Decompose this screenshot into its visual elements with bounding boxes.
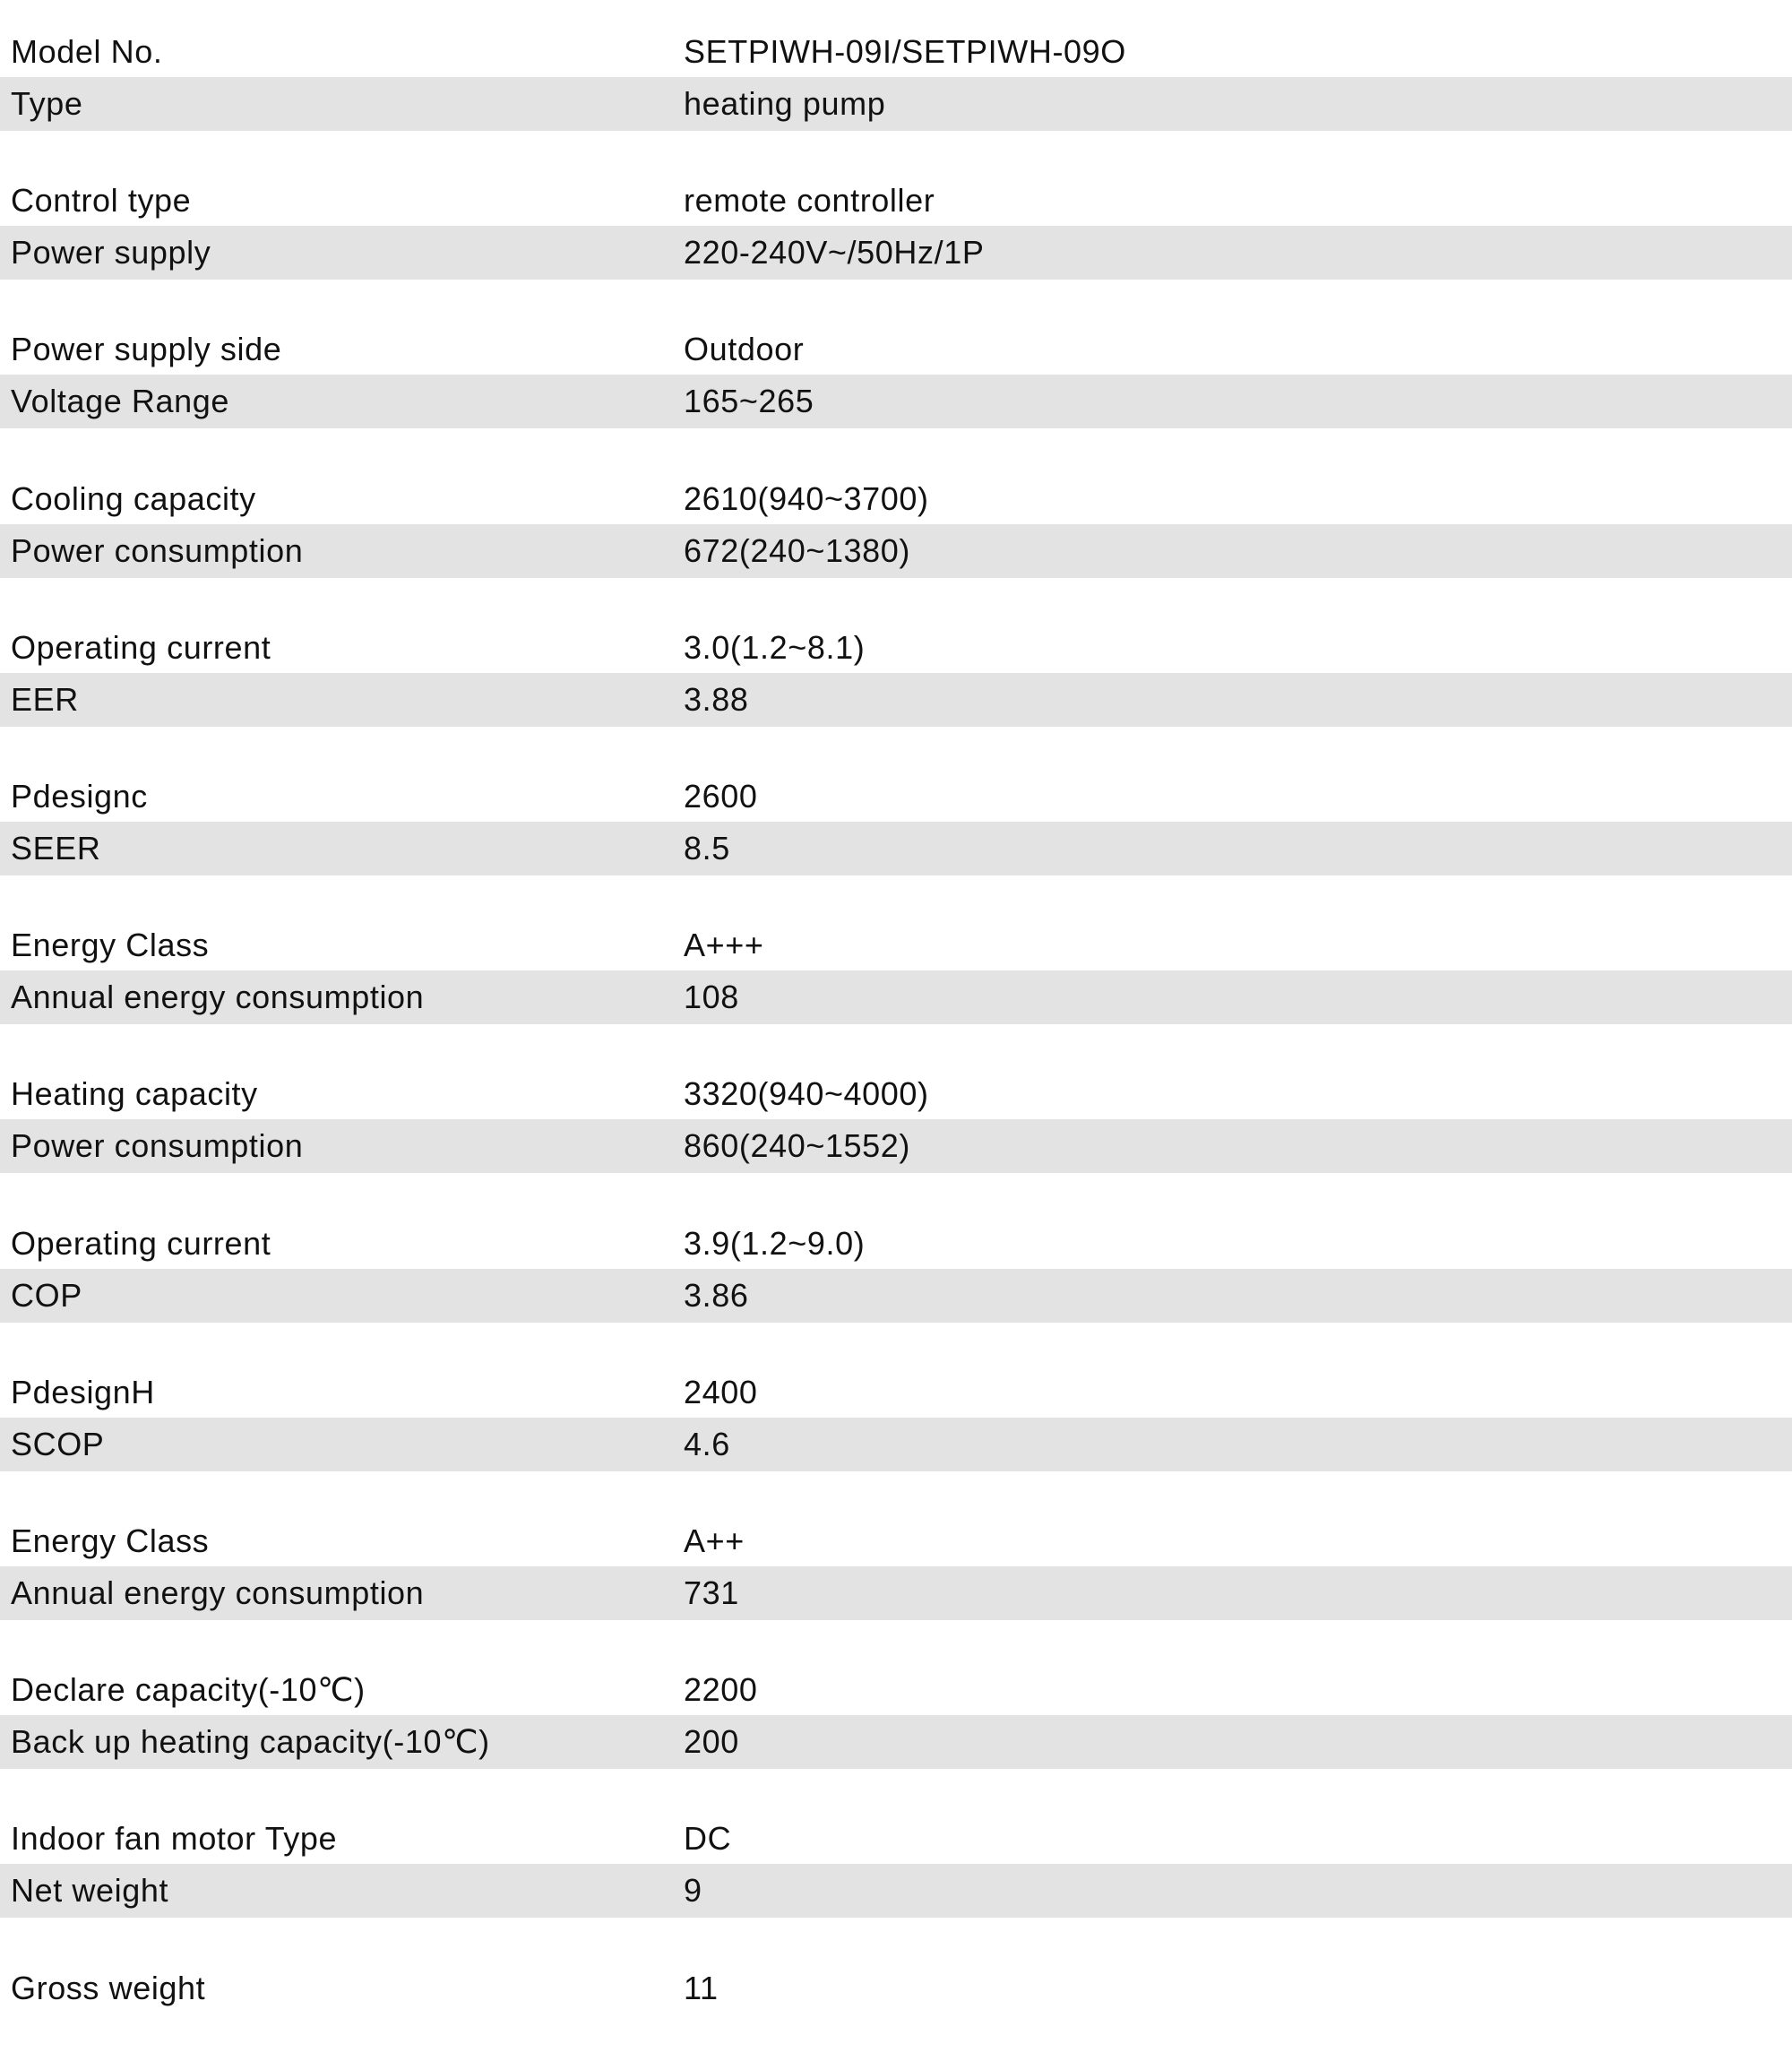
table-row — [0, 1954, 1792, 2022]
row-label: Gross weight — [11, 1969, 206, 2006]
row-value: A+++ — [684, 927, 764, 964]
row-value: 2600 — [684, 778, 758, 815]
row-value: 9 — [684, 1872, 702, 1910]
table-row — [0, 465, 1792, 533]
row-label: Pdesignc — [11, 778, 148, 815]
row-label: Power consumption — [11, 1127, 304, 1165]
table-row — [0, 1805, 1792, 1873]
row-label: Type — [11, 85, 83, 122]
row-value: Outdoor — [684, 331, 805, 368]
table-row — [0, 375, 1792, 428]
row-label: Energy Class — [11, 1522, 210, 1559]
row-label: Back up heating capacity(-10℃) — [11, 1723, 490, 1761]
row-label: SCOP — [11, 1425, 105, 1462]
table-row — [0, 1507, 1792, 1575]
row-value: 3.86 — [684, 1276, 749, 1314]
row-value: 165~265 — [684, 383, 814, 420]
row-value: 108 — [684, 979, 739, 1016]
row-value: 200 — [684, 1723, 739, 1761]
row-label: Power supply side — [11, 331, 282, 368]
row-value: 2610(940~3700) — [684, 479, 929, 517]
table-row — [0, 1566, 1792, 1620]
table-row — [0, 1715, 1792, 1769]
row-value: 860(240~1552) — [684, 1127, 911, 1165]
table-row — [0, 1210, 1792, 1278]
row-label: Heating capacity — [11, 1075, 258, 1113]
row-label: Voltage Range — [11, 383, 229, 420]
row-value: A++ — [684, 1522, 745, 1559]
table-row — [0, 315, 1792, 384]
row-label: Annual energy consumption — [11, 979, 425, 1016]
row-value: 3.9(1.2~9.0) — [684, 1224, 866, 1262]
table-row — [0, 614, 1792, 682]
row-value: 3320(940~4000) — [684, 1075, 929, 1113]
row-label: Energy Class — [11, 927, 210, 964]
table-row — [0, 1119, 1792, 1173]
row-label: Operating current — [11, 628, 271, 666]
row-value: 672(240~1380) — [684, 531, 911, 569]
row-value: heating pump — [684, 85, 886, 122]
row-label: Net weight — [11, 1872, 169, 1910]
row-label: Power supply — [11, 234, 211, 272]
table-row — [0, 822, 1792, 875]
row-label: EER — [11, 680, 79, 718]
row-label: Power consumption — [11, 531, 304, 569]
table-row — [0, 673, 1792, 727]
row-label: Model No. — [11, 33, 163, 70]
table-row — [0, 1864, 1792, 1918]
row-value: 8.5 — [684, 830, 730, 867]
row-label: Control type — [11, 182, 192, 220]
row-value: 4.6 — [684, 1425, 730, 1462]
row-label: Annual energy consumption — [11, 1574, 425, 1611]
table-row — [0, 911, 1792, 979]
row-label: Operating current — [11, 1224, 271, 1262]
row-label: COP — [11, 1276, 82, 1314]
table-row — [0, 1656, 1792, 1724]
row-value: 2200 — [684, 1671, 758, 1709]
table-row — [0, 18, 1792, 86]
row-value: DC — [684, 1820, 732, 1858]
row-value: 731 — [684, 1574, 739, 1611]
row-label: PdesignH — [11, 1373, 155, 1410]
table-row — [0, 1418, 1792, 1471]
table-row — [0, 763, 1792, 831]
table-row — [0, 1269, 1792, 1323]
row-label: Indoor fan motor Type — [11, 1820, 338, 1858]
row-value: 3.0(1.2~8.1) — [684, 628, 866, 666]
row-value: remote controller — [684, 182, 935, 220]
table-row — [0, 1060, 1792, 1128]
table-row — [0, 226, 1792, 280]
table-row — [0, 524, 1792, 578]
table-row — [0, 970, 1792, 1024]
table-row — [0, 77, 1792, 131]
table-row — [0, 1358, 1792, 1427]
row-value: 3.88 — [684, 680, 749, 718]
row-value: 2400 — [684, 1373, 758, 1410]
row-label: Declare capacity(-10℃) — [11, 1671, 366, 1709]
table-row — [0, 167, 1792, 235]
row-value: 11 — [684, 1969, 719, 2006]
row-label: Cooling capacity — [11, 479, 256, 517]
row-value: 220-240V~/50Hz/1P — [684, 234, 985, 272]
row-value: SETPIWH-09I/SETPIWH-09O — [684, 33, 1126, 70]
row-label: SEER — [11, 830, 101, 867]
